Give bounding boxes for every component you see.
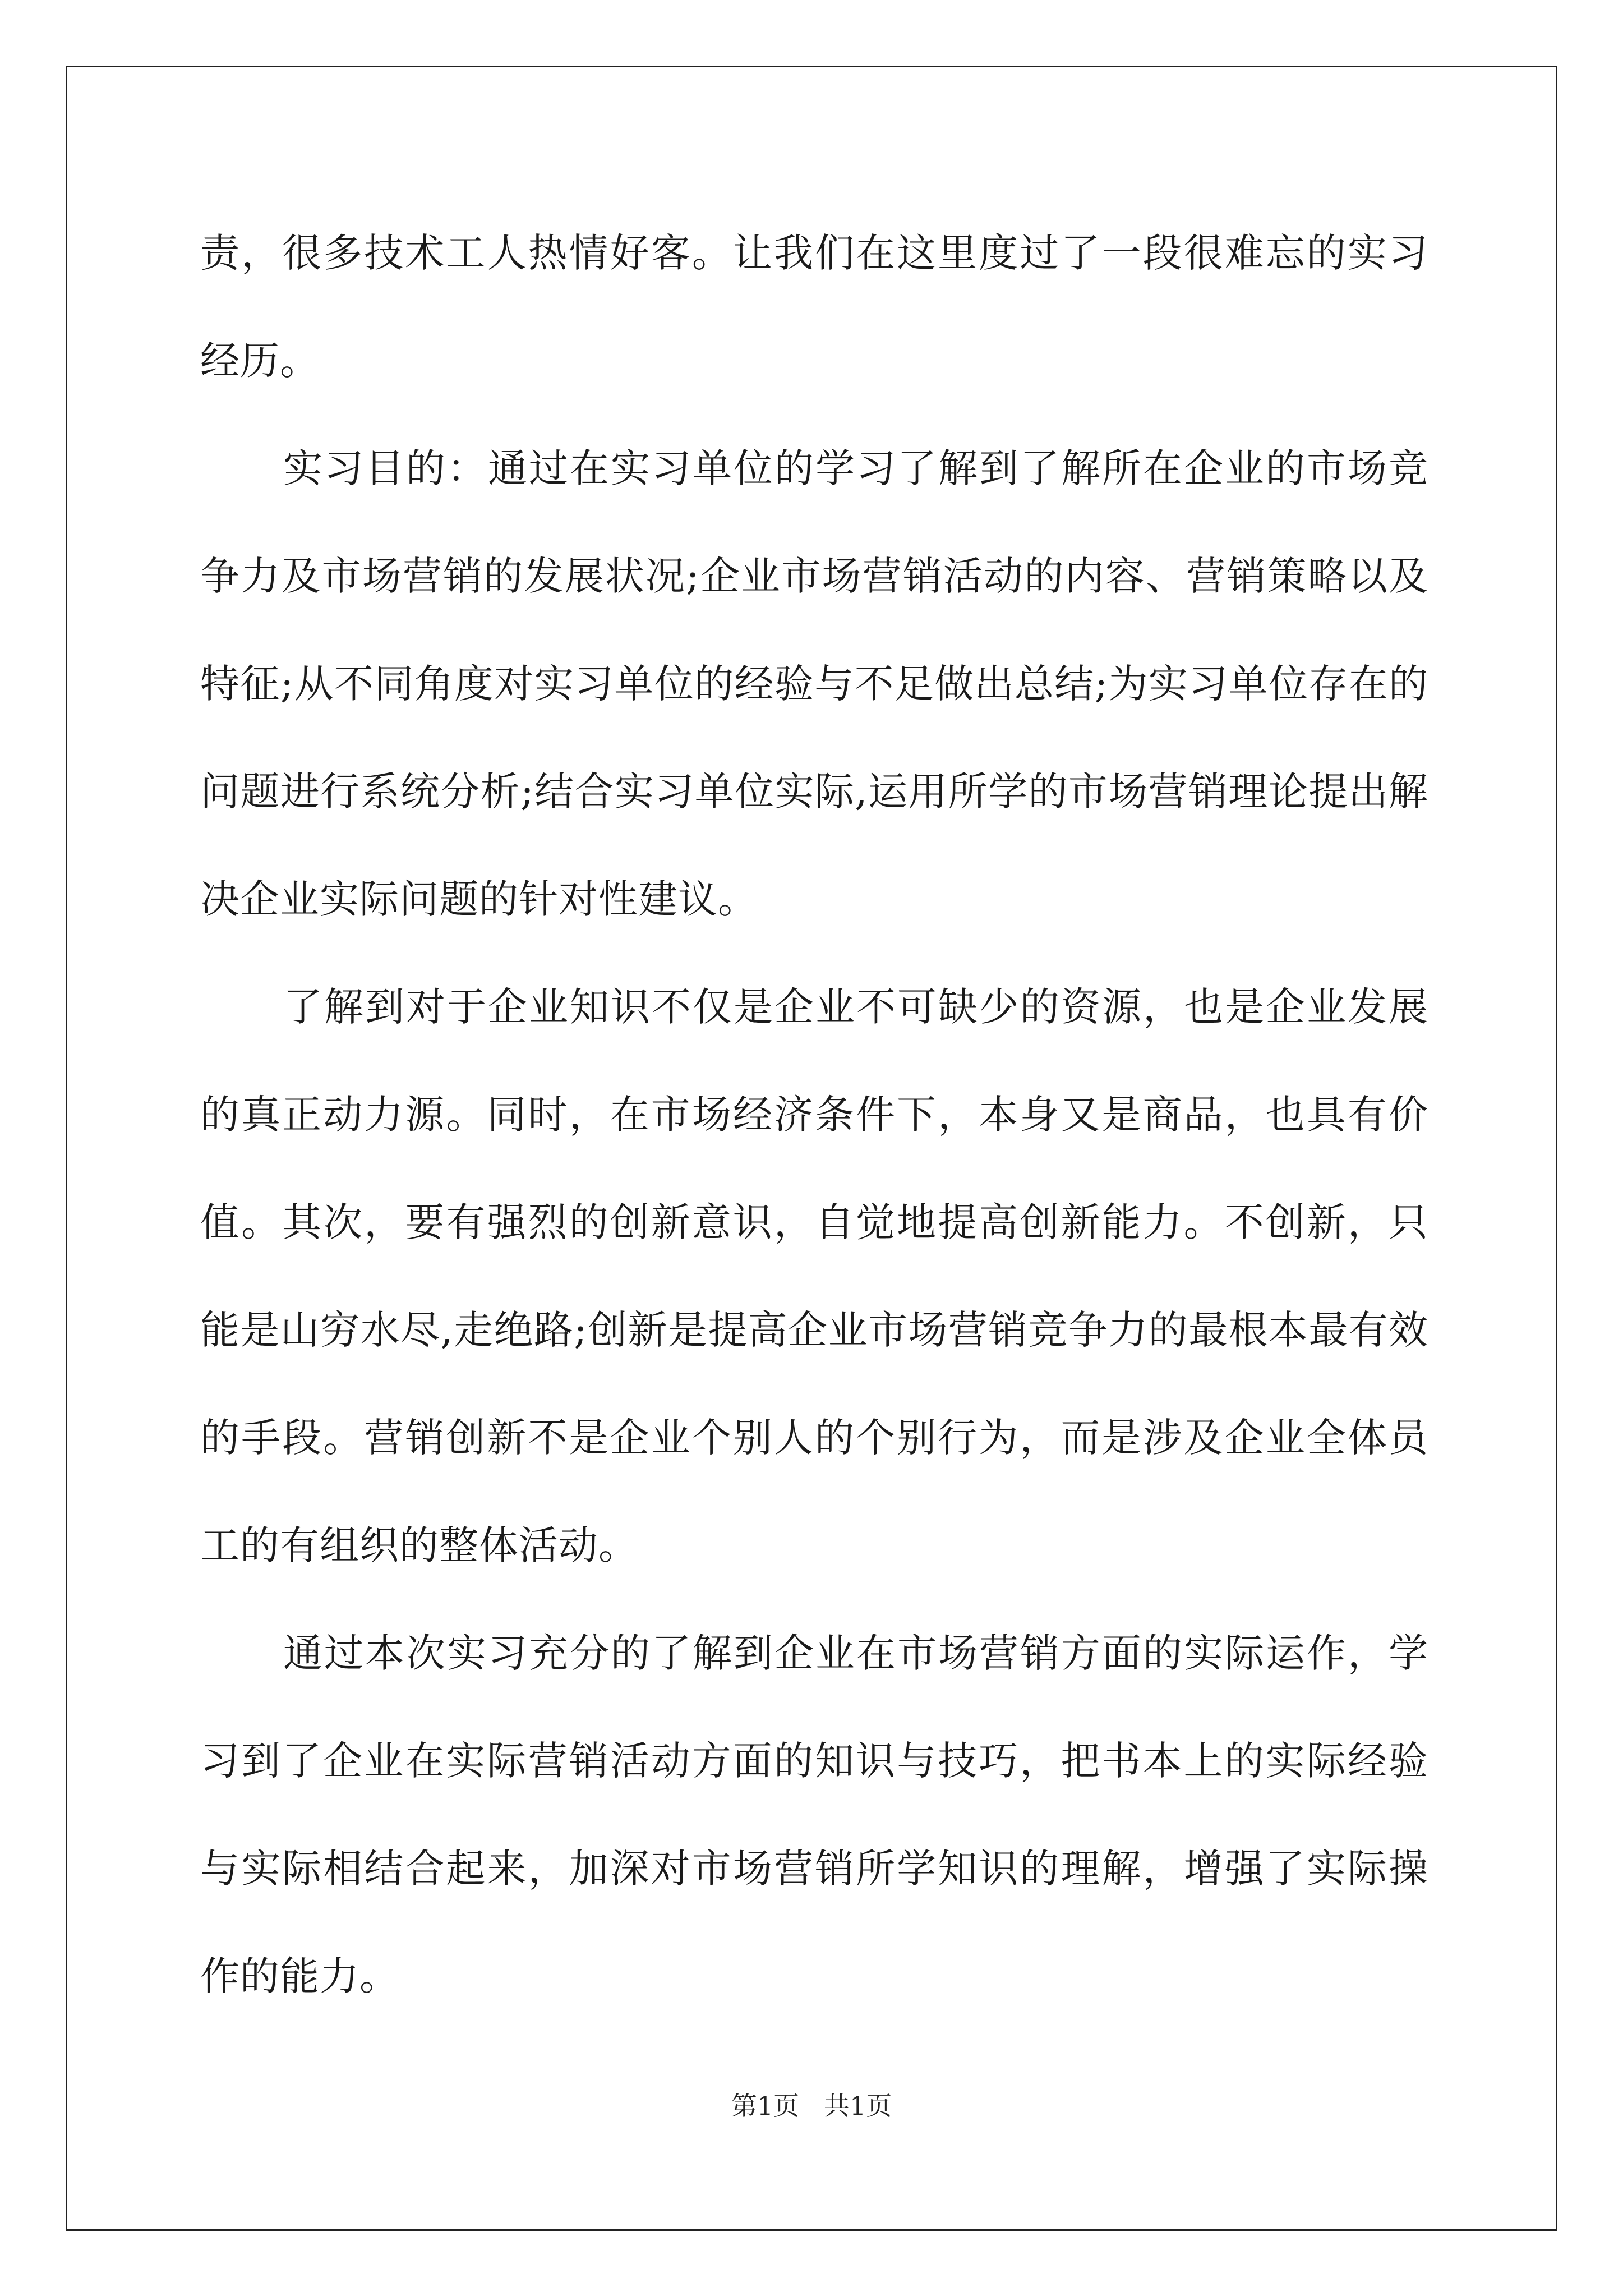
paragraph-1: 责，很多技术工人热情好客。让我们在这里度过了一段很难忘的实习经历。 — [200, 230, 1428, 384]
paragraph-3: 了解到对于企业知识不仅是企业不可缺少的资源，也是企业发展的真正动力源。同时，在市场经济条件下，本身又是商品，也具有价值。其次，要有强烈的创新意识，自觉地提高创新能力。不创新，只能是山穷水尽,走绝路;创新是提高企业市场营销竞争力的最根本最有效的手段。营销创新不是企业个别人的个别行为，而是涉及企业全体员工的有组织的整体活动。 — [200, 984, 1428, 1568]
page-number-label: 第1页 — [731, 2091, 799, 2121]
paragraph-4: 通过本次实习充分的了解到企业在市场营销方面的实际运作，学习到了企业在实际营销活动方面的知识与技巧，把书本上的实际经验与实际相结合起来，加深对市场营销所学知识的理解，增强了实际操作的能力。 — [200, 1630, 1428, 1999]
page-footer — [0, 2089, 1623, 2123]
page-total-label: 共1页 — [824, 2091, 892, 2121]
document-body — [200, 199, 1428, 2030]
paragraph-2: 实习目的：通过在实习单位的学习了解到了解所在企业的市场竞争力及市场营销的发展状况;企业市场营销活动的内容、营销策略以及特征;从不同角度对实习单位的经验与不足做出总结;为实习单位存在的问题进行系统分析;结合实习单位实际,运用所学的市场营销理论提出解决企业实际问题的针对性建议。 — [200, 445, 1428, 922]
